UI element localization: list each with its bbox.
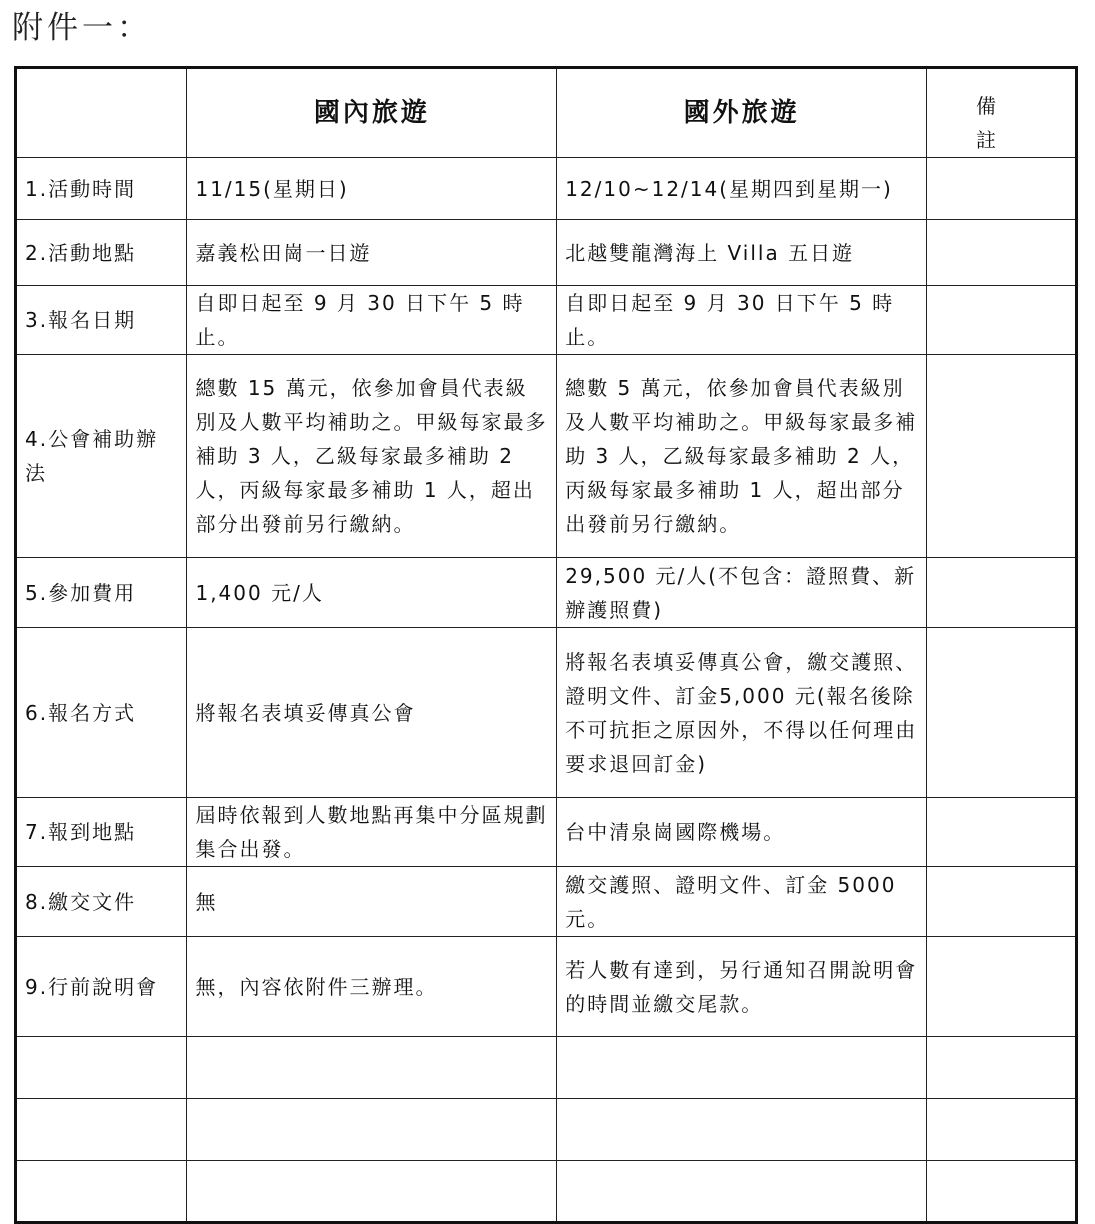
remark-cell xyxy=(926,158,1076,220)
overseas-cell: 若人數有達到，另行通知召開說明會的時間並繳交尾款。 xyxy=(557,937,927,1037)
header-corner xyxy=(16,68,187,158)
overseas-cell: 自即日起至 9 月 30 日下午 5 時止。 xyxy=(557,286,927,355)
remark-cell xyxy=(926,355,1076,558)
row-label: 9.行前說明會 xyxy=(16,937,187,1037)
overseas-cell: 繳交護照、證明文件、訂金 5000 元。 xyxy=(557,867,927,937)
table-row xyxy=(16,1099,1077,1161)
domestic-cell: 無，內容依附件三辦理。 xyxy=(187,937,557,1037)
remark-cell xyxy=(926,1037,1076,1099)
row-label: 6.報名方式 xyxy=(16,628,187,798)
header-domestic-travel: 國內旅遊 xyxy=(187,68,557,158)
header-remarks: 備 註 xyxy=(926,68,1076,158)
domestic-cell: 屆時依報到人數地點再集中分區規劃集合出發。 xyxy=(187,798,557,867)
overseas-cell: 29,500 元/人(不包含：證照費、新辦護照費) xyxy=(557,558,927,628)
domestic-cell: 總數 15 萬元，依參加會員代表級別及人數平均補助之。甲級每家最多補助 3 人，乙級每家最多補助 2 人，丙級每家最多補助 1 人，超出部分出發前另行繳納。 xyxy=(187,355,557,558)
row-label: 5.參加費用 xyxy=(16,558,187,628)
domestic-cell: 自即日起至 9 月 30 日下午 5 時止。 xyxy=(187,286,557,355)
overseas-cell xyxy=(557,1099,927,1161)
remark-cell xyxy=(926,798,1076,867)
row-label: 7.報到地點 xyxy=(16,798,187,867)
table-row xyxy=(16,220,1077,286)
domestic-cell: 1,400 元/人 xyxy=(187,558,557,628)
remark-cell xyxy=(926,937,1076,1037)
domestic-cell: 無 xyxy=(187,867,557,937)
table-row xyxy=(16,158,1077,220)
domestic-cell xyxy=(187,1099,557,1161)
domestic-cell: 將報名表填妥傳真公會 xyxy=(187,628,557,798)
table-row xyxy=(16,286,1077,355)
table-row xyxy=(16,798,1077,867)
row-label: 3.報名日期 xyxy=(16,286,187,355)
remark-cell xyxy=(926,1161,1076,1223)
overseas-cell: 台中清泉崗國際機場。 xyxy=(557,798,927,867)
remark-cell xyxy=(926,867,1076,937)
domestic-cell xyxy=(187,1037,557,1099)
remark-cell xyxy=(926,286,1076,355)
overseas-cell: 北越雙龍灣海上 Villa 五日遊 xyxy=(557,220,927,286)
domestic-cell xyxy=(187,1161,557,1223)
table-row xyxy=(16,937,1077,1037)
table-row xyxy=(16,1161,1077,1223)
travel-comparison-table xyxy=(14,66,1078,1224)
domestic-cell: 嘉義松田崗一日遊 xyxy=(187,220,557,286)
overseas-cell: 12/10~12/14(星期四到星期一) xyxy=(557,158,927,220)
remark-cell xyxy=(926,220,1076,286)
row-label: 1.活動時間 xyxy=(16,158,187,220)
remark-cell xyxy=(926,1099,1076,1161)
row-label: 2.活動地點 xyxy=(16,220,187,286)
remark-cell xyxy=(926,558,1076,628)
domestic-cell: 11/15(星期日) xyxy=(187,158,557,220)
row-label xyxy=(16,1099,187,1161)
table-row xyxy=(16,558,1077,628)
header-overseas-travel: 國外旅遊 xyxy=(557,68,927,158)
row-label: 8.繳交文件 xyxy=(16,867,187,937)
table-row xyxy=(16,355,1077,558)
overseas-cell xyxy=(557,1161,927,1223)
table-header-row xyxy=(16,68,1077,158)
overseas-cell xyxy=(557,1037,927,1099)
page-heading: 附件一： xyxy=(12,10,152,46)
table-row xyxy=(16,1037,1077,1099)
table-row xyxy=(16,628,1077,798)
overseas-cell: 總數 5 萬元，依參加會員代表級別及人數平均補助之。甲級每家最多補助 3 人，乙級每家最多補助 2 人，丙級每家最多補助 1 人，超出部分出發前另行繳納。 xyxy=(557,355,927,558)
table-row xyxy=(16,867,1077,937)
remark-cell xyxy=(926,628,1076,798)
row-label xyxy=(16,1161,187,1223)
row-label xyxy=(16,1037,187,1099)
row-label: 4.公會補助辦法 xyxy=(16,355,187,558)
overseas-cell: 將報名表填妥傳真公會，繳交護照、證明文件、訂金5,000 元(報名後除不可抗拒之原因外，不得以任何理由要求退回訂金) xyxy=(557,628,927,798)
